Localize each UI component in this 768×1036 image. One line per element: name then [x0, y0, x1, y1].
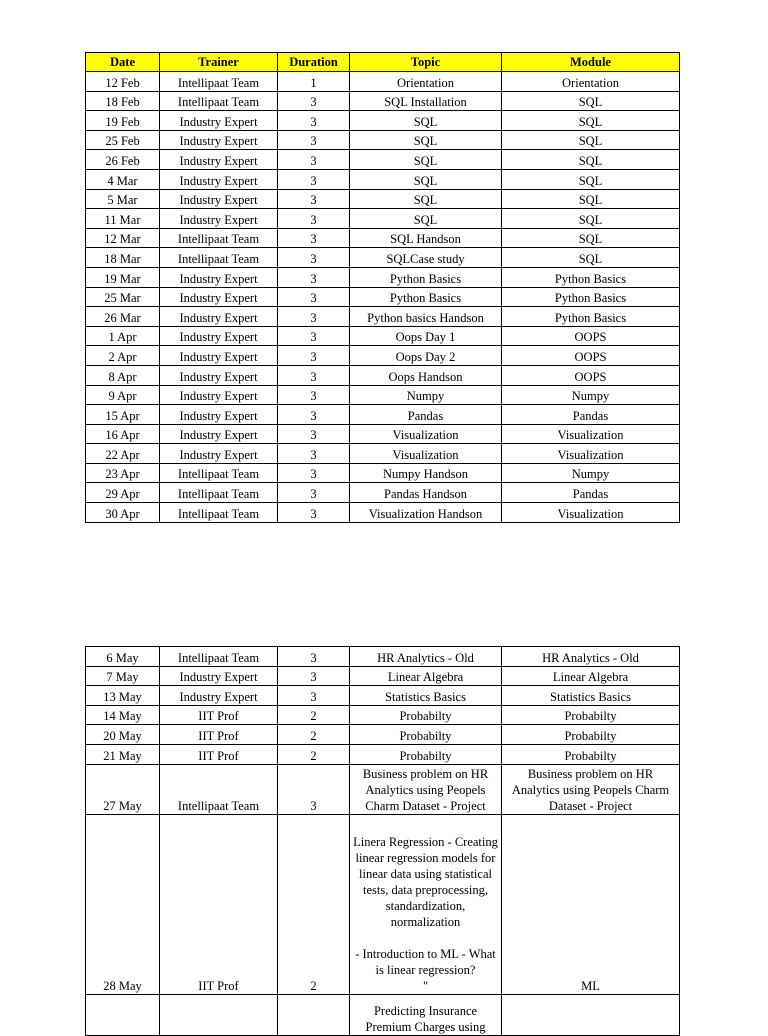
table-row — [86, 764, 680, 814]
trainer-cell: Intellipaat Team — [160, 503, 278, 523]
module-cell: ML — [502, 814, 680, 994]
table-row — [86, 725, 680, 745]
date-cell: 12 Feb — [86, 72, 160, 92]
trainer-cell — [160, 994, 278, 1035]
table-row — [86, 444, 680, 464]
date-cell: 1 Apr — [86, 326, 160, 346]
table-row — [86, 267, 680, 287]
module-cell: SQL — [502, 209, 680, 229]
schedule-table-1 — [85, 52, 680, 523]
trainer-cell: IIT Prof — [160, 725, 278, 745]
duration-cell: 2 — [278, 705, 350, 725]
table-row — [86, 686, 680, 706]
trainer-cell: Industry Expert — [160, 209, 278, 229]
table-row — [86, 287, 680, 307]
schedule-table-2 — [85, 646, 680, 1036]
topic-cell: Orientation — [350, 72, 502, 92]
duration-cell: 3 — [278, 111, 350, 131]
trainer-cell: Industry Expert — [160, 424, 278, 444]
module-cell: Python Basics — [502, 307, 680, 327]
duration-cell: 3 — [278, 209, 350, 229]
duration-cell: 3 — [278, 307, 350, 327]
header-topic: Topic — [350, 53, 502, 72]
table-row — [86, 189, 680, 209]
header-date: Date — [86, 53, 160, 72]
trainer-cell: IIT Prof — [160, 744, 278, 764]
topic-cell: SQL — [350, 209, 502, 229]
topic-cell: Numpy — [350, 385, 502, 405]
module-cell: SQL — [502, 228, 680, 248]
date-cell: 25 Mar — [86, 287, 160, 307]
table-row — [86, 209, 680, 229]
date-cell: 18 Feb — [86, 91, 160, 111]
module-cell: Linear Algebra — [502, 666, 680, 686]
module-cell: Visualization — [502, 503, 680, 523]
date-cell: 5 Mar — [86, 189, 160, 209]
duration-cell: 3 — [278, 666, 350, 686]
module-cell: Business problem on HR Analytics using Peopels Charm Dataset - Project — [502, 764, 680, 814]
module-cell: SQL — [502, 130, 680, 150]
topic-cell: SQL — [350, 189, 502, 209]
topic-cell: Oops Day 2 — [350, 346, 502, 366]
trainer-cell: Industry Expert — [160, 111, 278, 131]
header-duration: Duration — [278, 53, 350, 72]
trainer-cell: Industry Expert — [160, 686, 278, 706]
table-row — [86, 385, 680, 405]
duration-cell: 3 — [278, 130, 350, 150]
duration-cell: 3 — [278, 189, 350, 209]
date-cell: 27 May — [86, 764, 160, 814]
module-cell: Numpy — [502, 385, 680, 405]
header-module: Module — [502, 53, 680, 72]
trainer-cell: Industry Expert — [160, 326, 278, 346]
table-row — [86, 405, 680, 425]
topic-cell: Linera Regression - Creating linear regression models for linear data using statistical tests, data preprocessing, standardization, normalization - Introduction to ML - What is linear regression? " — [350, 814, 502, 994]
duration-cell: 3 — [278, 365, 350, 385]
trainer-cell: Industry Expert — [160, 444, 278, 464]
topic-cell: Probabilty — [350, 744, 502, 764]
duration-cell: 3 — [278, 385, 350, 405]
trainer-cell: Industry Expert — [160, 307, 278, 327]
date-cell: 20 May — [86, 725, 160, 745]
date-cell: 29 Apr — [86, 483, 160, 503]
module-cell: Orientation — [502, 72, 680, 92]
trainer-cell: Industry Expert — [160, 287, 278, 307]
duration-cell: 3 — [278, 248, 350, 268]
trainer-cell: Intellipaat Team — [160, 647, 278, 667]
duration-cell: 2 — [278, 744, 350, 764]
duration-cell: 3 — [278, 483, 350, 503]
trainer-cell: Industry Expert — [160, 346, 278, 366]
date-cell: 26 Feb — [86, 150, 160, 170]
table-row — [86, 72, 680, 92]
trainer-cell: Intellipaat Team — [160, 72, 278, 92]
date-cell: 22 Apr — [86, 444, 160, 464]
topic-cell: SQL Handson — [350, 228, 502, 248]
topic-cell: SQL — [350, 111, 502, 131]
date-cell: 16 Apr — [86, 424, 160, 444]
module-cell: OOPS — [502, 346, 680, 366]
trainer-cell: Industry Expert — [160, 189, 278, 209]
date-cell: 12 Mar — [86, 228, 160, 248]
module-cell: Visualization — [502, 424, 680, 444]
module-cell: OOPS — [502, 365, 680, 385]
table-row — [86, 169, 680, 189]
table-row — [86, 326, 680, 346]
module-cell: Pandas — [502, 483, 680, 503]
trainer-cell: Intellipaat Team — [160, 91, 278, 111]
trainer-cell: Intellipaat Team — [160, 764, 278, 814]
table-row — [86, 666, 680, 686]
topic-cell: SQL — [350, 130, 502, 150]
date-cell: 23 Apr — [86, 463, 160, 483]
module-cell — [502, 994, 680, 1035]
trainer-cell: Intellipaat Team — [160, 483, 278, 503]
module-cell: Statistics Basics — [502, 686, 680, 706]
date-cell: 21 May — [86, 744, 160, 764]
module-cell: Probabilty — [502, 744, 680, 764]
topic-cell: Statistics Basics — [350, 686, 502, 706]
module-cell: Python Basics — [502, 287, 680, 307]
date-cell: 19 Feb — [86, 111, 160, 131]
topic-cell: SQL — [350, 150, 502, 170]
date-cell: 14 May — [86, 705, 160, 725]
duration-cell: 2 — [278, 814, 350, 994]
topic-cell: Numpy Handson — [350, 463, 502, 483]
date-cell: 13 May — [86, 686, 160, 706]
module-cell: SQL — [502, 150, 680, 170]
duration-cell: 3 — [278, 169, 350, 189]
date-cell: 6 May — [86, 647, 160, 667]
duration-cell: 3 — [278, 91, 350, 111]
table-row — [86, 248, 680, 268]
topic-cell: Business problem on HR Analytics using Peopels Charm Dataset - Project — [350, 764, 502, 814]
trainer-cell: Intellipaat Team — [160, 248, 278, 268]
topic-cell: Probabilty — [350, 705, 502, 725]
topic-cell: Pandas — [350, 405, 502, 425]
table-row — [86, 814, 680, 994]
trainer-cell: IIT Prof — [160, 814, 278, 994]
duration-cell: 3 — [278, 287, 350, 307]
table-row — [86, 346, 680, 366]
module-cell: SQL — [502, 91, 680, 111]
trainer-cell: Industry Expert — [160, 405, 278, 425]
table-row — [86, 130, 680, 150]
duration-cell: 1 — [278, 72, 350, 92]
trainer-cell: Industry Expert — [160, 666, 278, 686]
topic-cell: Python basics Handson — [350, 307, 502, 327]
topic-cell: SQL Installation — [350, 91, 502, 111]
topic-cell: Predicting Insurance Premium Charges using — [350, 994, 502, 1035]
date-cell: 30 Apr — [86, 503, 160, 523]
duration-cell: 3 — [278, 326, 350, 346]
trainer-cell: Intellipaat Team — [160, 228, 278, 248]
topic-cell: Probabilty — [350, 725, 502, 745]
table-row — [86, 91, 680, 111]
topic-cell: Python Basics — [350, 267, 502, 287]
trainer-cell: IIT Prof — [160, 705, 278, 725]
duration-cell: 3 — [278, 424, 350, 444]
duration-cell — [278, 994, 350, 1035]
module-cell: SQL — [502, 248, 680, 268]
module-cell: Visualization — [502, 444, 680, 464]
topic-cell: Oops Day 1 — [350, 326, 502, 346]
trainer-cell: Industry Expert — [160, 150, 278, 170]
table-row — [86, 503, 680, 523]
topic-cell: Visualization — [350, 424, 502, 444]
module-cell: HR Analytics - Old — [502, 647, 680, 667]
module-cell: SQL — [502, 189, 680, 209]
duration-cell: 3 — [278, 503, 350, 523]
date-cell: 2 Apr — [86, 346, 160, 366]
duration-cell: 3 — [278, 405, 350, 425]
header-row — [86, 53, 680, 72]
topic-cell: HR Analytics - Old — [350, 647, 502, 667]
table-row — [86, 647, 680, 667]
duration-cell: 3 — [278, 764, 350, 814]
date-cell: 26 Mar — [86, 307, 160, 327]
duration-cell: 3 — [278, 228, 350, 248]
duration-cell: 2 — [278, 725, 350, 745]
date-cell: 4 Mar — [86, 169, 160, 189]
topic-cell: SQL — [350, 169, 502, 189]
duration-cell: 3 — [278, 267, 350, 287]
table-row — [86, 483, 680, 503]
date-cell: 15 Apr — [86, 405, 160, 425]
module-cell: Numpy — [502, 463, 680, 483]
date-cell: 18 Mar — [86, 248, 160, 268]
trainer-cell: Industry Expert — [160, 169, 278, 189]
date-cell: 9 Apr — [86, 385, 160, 405]
duration-cell: 3 — [278, 150, 350, 170]
date-cell — [86, 994, 160, 1035]
topic-cell: Linear Algebra — [350, 666, 502, 686]
table-row — [86, 307, 680, 327]
date-cell: 28 May — [86, 814, 160, 994]
date-cell: 7 May — [86, 666, 160, 686]
topic-cell: Visualization — [350, 444, 502, 464]
module-cell: SQL — [502, 111, 680, 131]
date-cell: 11 Mar — [86, 209, 160, 229]
trainer-cell: Industry Expert — [160, 130, 278, 150]
topic-cell: Python Basics — [350, 287, 502, 307]
trainer-cell: Intellipaat Team — [160, 463, 278, 483]
table-row — [86, 994, 680, 1035]
table-row — [86, 365, 680, 385]
topic-cell: Pandas Handson — [350, 483, 502, 503]
module-cell: Probabilty — [502, 725, 680, 745]
duration-cell: 3 — [278, 686, 350, 706]
topic-cell: Visualization Handson — [350, 503, 502, 523]
trainer-cell: Industry Expert — [160, 365, 278, 385]
header-trainer: Trainer — [160, 53, 278, 72]
trainer-cell: Industry Expert — [160, 385, 278, 405]
table-row — [86, 463, 680, 483]
topic-cell: Oops Handson — [350, 365, 502, 385]
table-row — [86, 150, 680, 170]
date-cell: 8 Apr — [86, 365, 160, 385]
module-cell: Python Basics — [502, 267, 680, 287]
trainer-cell: Industry Expert — [160, 267, 278, 287]
table-row — [86, 424, 680, 444]
table-row — [86, 744, 680, 764]
module-cell: SQL — [502, 169, 680, 189]
duration-cell: 3 — [278, 346, 350, 366]
duration-cell: 3 — [278, 647, 350, 667]
duration-cell: 3 — [278, 444, 350, 464]
duration-cell: 3 — [278, 463, 350, 483]
date-cell: 19 Mar — [86, 267, 160, 287]
table-row — [86, 111, 680, 131]
date-cell: 25 Feb — [86, 130, 160, 150]
table-row — [86, 705, 680, 725]
module-cell: OOPS — [502, 326, 680, 346]
table-row — [86, 228, 680, 248]
module-cell: Pandas — [502, 405, 680, 425]
topic-cell: SQLCase study — [350, 248, 502, 268]
module-cell: Probabilty — [502, 705, 680, 725]
